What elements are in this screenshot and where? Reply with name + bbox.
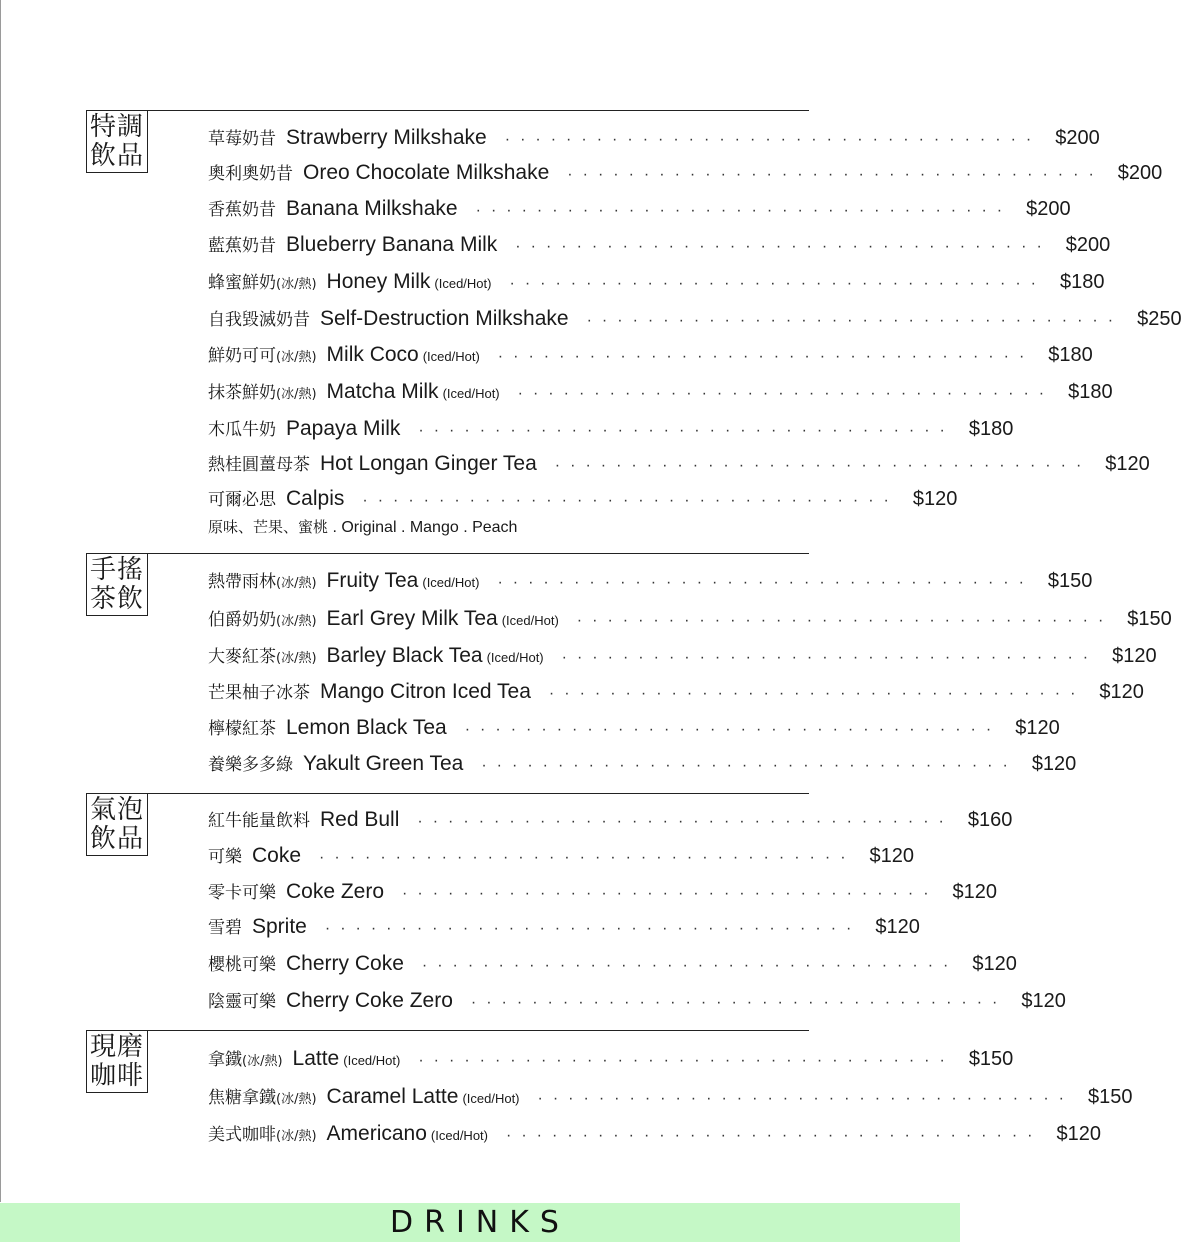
item-price: $120: [1031, 753, 1077, 775]
menu-item: [208, 231, 1111, 261]
menu-item: [208, 1083, 1133, 1113]
menu-item: [208, 567, 1093, 597]
section-label: 特調 飲品: [86, 110, 148, 173]
menu-item: [208, 678, 1144, 708]
dot-leader: ···································: [417, 813, 954, 830]
item-price: $150: [968, 1048, 1014, 1070]
item-temp-en: (Iced/Hot): [486, 650, 544, 665]
item-name-en: Sprite: [252, 915, 307, 938]
dot-leader: ···································: [470, 994, 1008, 1011]
section-divider: [148, 793, 809, 794]
item-name-zh: 草莓奶昔: [208, 129, 276, 149]
dot-leader: ···································: [421, 957, 959, 974]
menu-item: [208, 605, 1172, 635]
section-label: 氣泡 飲品: [86, 793, 148, 856]
item-name-en: Papaya Milk: [286, 417, 401, 440]
menu-item: [208, 842, 915, 872]
item-name-en: Strawberry Milkshake: [286, 126, 487, 149]
item-name-zh: 蜂蜜鮮奶: [208, 273, 276, 293]
item-price: $180: [1059, 271, 1105, 293]
item-name-zh: 香蕉奶昔: [208, 200, 276, 220]
item-price: $120: [875, 916, 920, 938]
item-name-en: Lemon Black Tea: [286, 716, 447, 739]
item-name-en: Calpis: [286, 487, 345, 510]
item-name-zh: 可爾必思: [208, 490, 276, 510]
dot-leader: ···································: [324, 920, 862, 937]
item-temp-zh: (冰/熱): [242, 1054, 283, 1069]
item-price: $180: [968, 418, 1014, 440]
item-name-zh: 可樂: [208, 847, 242, 867]
item-temp-en: (Iced/Hot): [422, 575, 480, 590]
item-name-zh: 雪碧: [208, 918, 242, 938]
item-name-zh: 零卡可樂: [208, 883, 276, 903]
menu-item: [208, 268, 1105, 298]
menu-item: [208, 987, 1066, 1017]
dot-leader: ···································: [362, 492, 899, 509]
item-name-zh: 陰靈可樂: [208, 992, 276, 1012]
item-name-en: Coke: [252, 844, 302, 867]
item-price: $120: [912, 488, 958, 510]
calpis-flavors: 原味、芒果、蜜桃 . Original . Mango . Peach: [208, 518, 518, 536]
item-price: $150: [1127, 608, 1172, 630]
menu-item: [208, 485, 958, 515]
item-name-en: Barley Black Tea: [326, 644, 483, 667]
item-price: $180: [1068, 381, 1113, 403]
menu-item: [208, 642, 1157, 672]
section-divider: [148, 553, 809, 554]
item-price: $120: [1099, 681, 1144, 703]
footer-banner: DRINKS: [0, 1203, 960, 1242]
dot-leader: ···································: [481, 757, 1018, 774]
item-name-zh: 奧利奧奶昔: [208, 164, 293, 184]
dot-leader: ···································: [554, 457, 1092, 474]
item-price: $180: [1048, 344, 1093, 366]
item-price: $200: [1065, 234, 1111, 256]
dot-leader: ···································: [537, 1090, 1074, 1107]
item-temp-zh: (冰/熱): [276, 1092, 317, 1107]
item-temp-en: (Iced/Hot): [422, 349, 480, 364]
item-name-en: Caramel Latte: [326, 1085, 459, 1108]
item-name-en: Latte: [292, 1047, 340, 1070]
menu-item: [208, 913, 920, 943]
menu-item: [208, 1045, 1014, 1075]
dot-leader: ···································: [418, 422, 955, 439]
item-temp-en: (Iced/Hot): [343, 1053, 401, 1068]
dot-leader: ···································: [509, 275, 1046, 292]
menu-item: [208, 1120, 1101, 1150]
item-temp-zh: (冰/熱): [276, 651, 317, 666]
menu-item: [208, 750, 1077, 780]
item-name-en: Mango Citron Iced Tea: [320, 680, 531, 703]
item-name-en: Honey Milk: [326, 270, 431, 293]
item-name-zh: 養樂多多綠: [208, 755, 293, 775]
section-divider: [148, 110, 809, 111]
item-name-en: Americano: [326, 1122, 427, 1145]
dot-leader: ···································: [497, 348, 1035, 365]
item-name-en: Self-Destruction Milkshake: [320, 307, 569, 330]
item-name-zh: 美式咖啡: [208, 1125, 276, 1145]
item-price: $120: [869, 845, 915, 867]
menu-item: [208, 378, 1113, 408]
menu-item: [208, 124, 1100, 154]
item-name-zh: 芒果柚子冰茶: [208, 683, 310, 703]
item-name-en: Matcha Milk: [326, 380, 439, 403]
menu-item: [208, 450, 1150, 480]
section-divider: [148, 1030, 809, 1031]
item-name-zh: 大麥紅茶: [208, 647, 276, 667]
item-price: $120: [1015, 717, 1060, 739]
item-name-en: Hot Longan Ginger Tea: [320, 452, 537, 475]
item-name-zh: 自我毀滅奶昔: [208, 310, 310, 330]
item-name-zh: 熱帶雨林: [208, 572, 276, 592]
item-name-zh: 藍蕉奶昔: [208, 236, 276, 256]
item-name-en: Milk Coco: [326, 343, 419, 366]
item-temp-zh: (冰/熱): [276, 277, 317, 292]
item-price: $120: [1105, 453, 1150, 475]
dot-leader: ···································: [418, 1052, 955, 1069]
item-name-en: Oreo Chocolate Milkshake: [303, 161, 550, 184]
section-label: 手搖 茶飲: [86, 553, 148, 616]
item-name-zh: 鮮奶可可: [208, 346, 276, 366]
item-name-en: Cherry Coke Zero: [286, 989, 453, 1012]
item-name-en: Blueberry Banana Milk: [286, 233, 498, 256]
dot-leader: ···································: [504, 131, 1042, 148]
item-price: $120: [1056, 1123, 1101, 1145]
dot-leader: ···································: [464, 721, 1002, 738]
item-price: $200: [1026, 198, 1071, 220]
dot-leader: ···································: [586, 312, 1124, 329]
item-temp-en: (Iced/Hot): [442, 386, 500, 401]
menu-item: [208, 950, 1017, 980]
menu-item: [208, 195, 1071, 225]
item-name-zh: 抹茶鮮奶: [208, 383, 276, 403]
item-name-zh: 伯爵奶奶: [208, 610, 276, 630]
item-price: $160: [967, 809, 1013, 831]
item-name-zh: 檸檬紅茶: [208, 719, 276, 739]
item-temp-zh: (冰/熱): [276, 1129, 317, 1144]
menu-item: [208, 806, 1013, 836]
item-temp-en: (Iced/Hot): [430, 1128, 488, 1143]
dot-leader: ···································: [475, 202, 1013, 219]
item-name-en: Fruity Tea: [326, 569, 419, 592]
dot-leader: ···································: [506, 1127, 1043, 1144]
menu-item: [208, 305, 1182, 335]
section-label: 現磨 咖啡: [86, 1030, 148, 1093]
item-name-en: Banana Milkshake: [286, 197, 458, 220]
dot-leader: ···································: [517, 385, 1055, 402]
item-name-zh: 櫻桃可樂: [208, 955, 276, 975]
item-price: $150: [1047, 570, 1093, 592]
menu-item: [208, 341, 1093, 371]
dot-leader: ···································: [515, 238, 1052, 255]
item-price: $200: [1055, 127, 1100, 149]
menu-item: [208, 714, 1060, 744]
item-name-zh: 拿鐵: [208, 1050, 242, 1070]
menu-item: [208, 415, 1014, 445]
dot-leader: ···································: [567, 166, 1104, 183]
item-temp-zh: (冰/熱): [276, 576, 317, 591]
dot-leader: ···································: [319, 849, 856, 866]
item-temp-en: (Iced/Hot): [462, 1091, 520, 1106]
item-name-zh: 紅牛能量飲料: [208, 811, 310, 831]
item-name-en: Cherry Coke: [286, 952, 404, 975]
item-name-en: Yakult Green Tea: [303, 752, 464, 775]
item-price: $150: [1088, 1086, 1133, 1108]
item-price: $120: [1021, 990, 1066, 1012]
item-name-en: Earl Grey Milk Tea: [326, 607, 498, 630]
item-price: $250: [1137, 308, 1182, 330]
item-temp-zh: (冰/熱): [276, 387, 317, 402]
item-price: $120: [952, 881, 998, 903]
item-temp-en: (Iced/Hot): [501, 613, 559, 628]
item-price: $120: [1112, 645, 1157, 667]
menu-item: [208, 159, 1163, 189]
item-temp-zh: (冰/熱): [276, 350, 317, 365]
item-price: $120: [972, 953, 1017, 975]
item-name-en: Coke Zero: [286, 880, 385, 903]
dot-leader: ···································: [561, 649, 1099, 666]
item-temp-zh: (冰/熱): [276, 614, 317, 629]
item-name-zh: 熱桂圓薑母茶: [208, 455, 310, 475]
dot-leader: ···································: [402, 885, 939, 902]
menu-item: [208, 878, 998, 908]
item-name-en: Red Bull: [320, 808, 400, 831]
dot-leader: ···································: [548, 685, 1086, 702]
dot-leader: ···································: [497, 574, 1034, 591]
item-name-zh: 木瓜牛奶: [208, 420, 276, 440]
dot-leader: ···································: [576, 612, 1114, 629]
item-name-zh: 焦糖拿鐵: [208, 1088, 276, 1108]
item-price: $200: [1117, 162, 1163, 184]
page-edge: [0, 0, 1, 1202]
item-temp-en: (Iced/Hot): [434, 276, 492, 291]
